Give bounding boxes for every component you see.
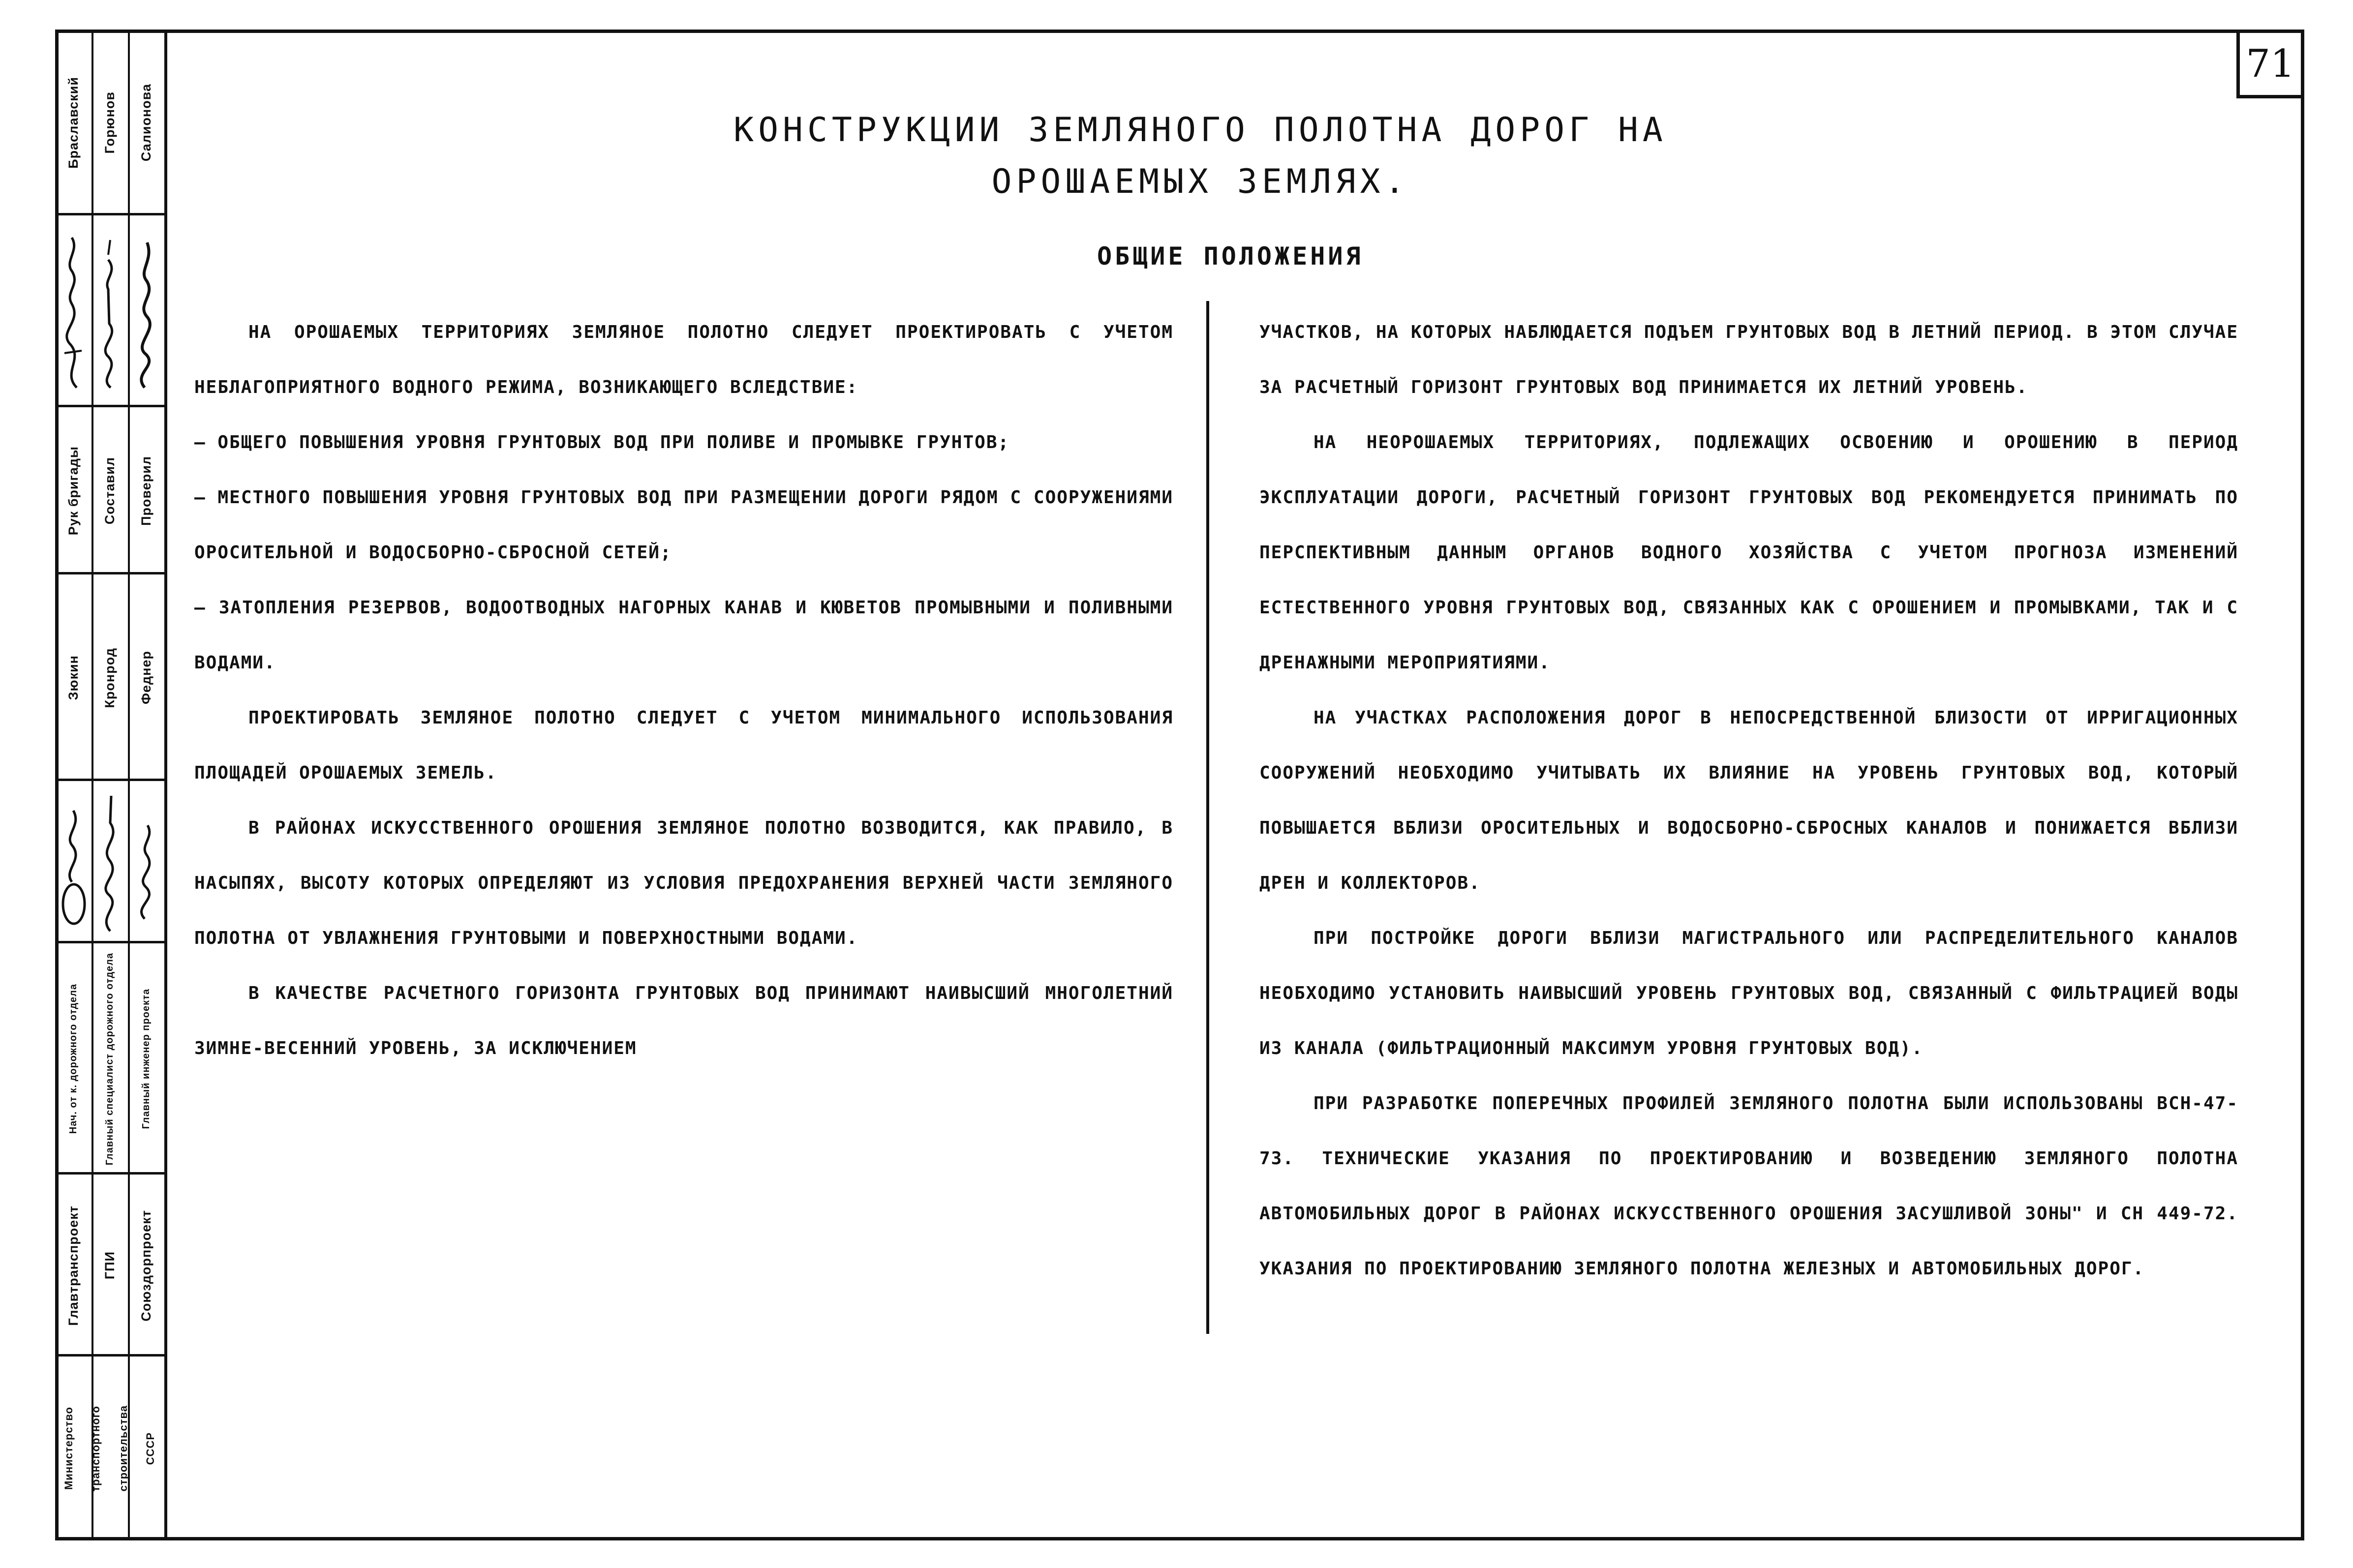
- column-divider: [1206, 301, 1209, 1334]
- name-kronrod: Кронрод: [102, 647, 117, 708]
- left-paragraph-1: НА ОРОШАЕМЫХ ТЕРРИТОРИЯХ ЗЕМЛЯНОЕ ПОЛОТНО СЛЕДУЕТ ПРОЕКТИРОВАТЬ С УЧЕТОМ НЕБЛАГОПРИЯТНОГО ВОДНОГО РЕЖИМА, ВОЗНИКАЮЩЕГО ВСЛЕДСТВИЕ:: [194, 322, 1173, 397]
- signature-goryunov: [92, 215, 128, 407]
- left-paragraph-7: В КАЧЕСТВЕ РАСЧЕТНОГО ГОРИЗОНТА ГРУНТОВЫХ ВОД ПРИНИМАЮТ НАИВЫСШИЙ МНОГОЛЕТНИЙ ЗИМНЕ-ВЕСЕННИЙ УРОВЕНЬ, ЗА ИСКЛЮЧЕНИЕМ: [194, 983, 1173, 1058]
- org-soyuzdorproekt: Союздорпроект: [138, 1209, 153, 1322]
- org-gpi: ГПИ: [102, 1251, 117, 1280]
- position-dept-head: Нач. от к. дорожного отдела: [67, 984, 79, 1134]
- title-block-signatures-row: [55, 215, 164, 407]
- org-glavtransproekt: Главтранспроект: [65, 1205, 81, 1326]
- right-paragraph-1: УЧАСТКОВ, НА КОТОРЫХ НАБЛЮДАЕТСЯ ПОДЪЕМ ГРУНТОВЫХ ВОД В ЛЕТНИЙ ПЕРИОД. В ЭТОМ СЛУЧАЕ ЗА РАСЧЕТНЫЙ ГОРИЗОНТ ГРУНТОВЫХ ВОД ПРИНИМАЕТСЯ ИХ ЛЕТНИЙ УРОВЕНЬ.: [1259, 322, 2238, 397]
- signature-kronrod: [92, 781, 128, 943]
- signature-salionova: [128, 215, 164, 407]
- page-number: 71: [2236, 30, 2304, 98]
- left-paragraph-4: — ЗАТОПЛЕНИЯ РЕЗЕРВОВ, ВОДООТВОДНЫХ НАГОРНЫХ КАНАВ И КЮВЕТОВ ПРОМЫВНЫМИ И ПОЛИВНЫМИ ВОДАМИ.: [194, 598, 1173, 673]
- signature-fedner: [128, 781, 164, 943]
- name-braslavsky: Браславский: [65, 76, 81, 169]
- document-title-line-2: ОРОШАЕМЫХ ЗЕМЛЯХ.: [991, 162, 1409, 201]
- position-chief-engineer: Главный инженер проекта: [140, 989, 152, 1129]
- title-block-chief-signatures-row: [55, 781, 164, 943]
- name-zyukin: Зюкин: [65, 655, 81, 700]
- title-block-chiefs-row: [55, 574, 164, 781]
- document-title-line-1: КОНСТРУКЦИИ ЗЕМЛЯНОГО ПОЛОТНА ДОРОГ НА: [733, 111, 1667, 150]
- title-block-organization-row: [55, 1175, 164, 1357]
- left-paragraph-6: В РАЙОНАХ ИСКУССТВЕННОГО ОРОШЕНИЯ ЗЕМЛЯНОЕ ПОЛОТНО ВОЗВОДИТСЯ, КАК ПРАВИЛО, В НАСЫПЯХ, ВЫСОТУ КОТОРЫХ ОПРЕДЕЛЯЮТ ИЗ УСЛОВИЯ ПРЕДОХРАНЕНИЯ ВЕРХНЕЙ ЧАСТИ ЗЕМЛЯНОГО ПОЛОТНА ОТ УВЛАЖНЕНИЯ ГРУНТОВЫМИ И ПОВЕРХНОСТНЫМИ ВОДАМИ.: [194, 818, 1173, 948]
- name-goryunov: Горюнов: [102, 91, 117, 154]
- role-checked: Проверил: [138, 456, 153, 526]
- left-paragraph-5: ПРОЕКТИРОВАТЬ ЗЕМЛЯНОЕ ПОЛОТНО СЛЕДУЕТ С УЧЕТОМ МИНИМАЛЬНОГО ИСПОЛЬЗОВАНИЯ ПЛОЩАДЕЙ ОРОШАЕМЫХ ЗЕМЕЛЬ.: [194, 708, 1173, 783]
- ministry-line-1: Министерство: [62, 1407, 75, 1490]
- ministry-line-3: строительства: [117, 1405, 129, 1492]
- role-team-lead: Рук бригады: [65, 446, 81, 536]
- left-paragraph-2: — ОБЩЕГО ПОВЫШЕНИЯ УРОВНЯ ГРУНТОВЫХ ВОД ПРИ ПОЛИВЕ И ПРОМЫВКЕ ГРУНТОВ;: [194, 432, 1010, 452]
- right-paragraph-5: ПРИ РАЗРАБОТКЕ ПОПЕРЕЧНЫХ ПРОФИЛЕЙ ЗЕМЛЯНОГО ПОЛОТНА БЫЛИ ИСПОЛЬЗОВАНЫ ВСН-47-73. ТЕХНИЧЕСКИЕ УКАЗАНИЯ ПО ПРОЕКТИРОВАНИЮ И ВОЗВЕДЕНИЮ ЗЕМЛЯНОГО ПОЛОТНА АВТОМОБИЛЬНЫХ ДОРОГ В РАЙОНАХ ИСКУССТВЕННОГО ОРОШЕНИЯ ЗАСУШЛИВОЙ ЗОНЫ" И СН 449-72. УКАЗАНИЯ ПО ПРОЕКТИРОВАНИЮ ЗЕМЛЯНОГО ПОЛОТНА ЖЕЛЕЗНЫХ И АВТОМОБИЛЬНЫХ ДОРОГ.: [1259, 1093, 2238, 1279]
- name-salionova: Салионова: [138, 83, 153, 162]
- title-block-ministry-row: [55, 1357, 164, 1540]
- title-block-names-row: [55, 30, 164, 215]
- signature-zyukin: [55, 781, 92, 943]
- right-column: [1259, 305, 2238, 1297]
- right-paragraph-3: НА УЧАСТКАХ РАСПОЛОЖЕНИЯ ДОРОГ В НЕПОСРЕДСТВЕННОЙ БЛИЗОСТИ ОТ ИРРИГАЦИОННЫХ СООРУЖЕНИЙ НЕОБХОДИМО УЧИТЫВАТЬ ИХ ВЛИЯНИЕ НА УРОВЕНЬ ГРУНТОВЫХ ВОД, КОТОРЫЙ ПОВЫШАЕТСЯ ВБЛИЗИ ОРОСИТЕЛЬНЫХ И ВОДОСБОРНО-СБРОСНЫХ КАНАЛОВ И ПОНИЖАЕТСЯ ВБЛИЗИ ДРЕН И КОЛЛЕКТОРОВ.: [1259, 708, 2238, 893]
- right-paragraph-4: ПРИ ПОСТРОЙКЕ ДОРОГИ ВБЛИЗИ МАГИСТРАЛЬНОГО ИЛИ РАСПРЕДЕЛИТЕЛЬНОГО КАНАЛОВ НЕОБХОДИМО УСТАНОВИТЬ НАИВЫСШИЙ УРОВЕНЬ ГРУНТОВЫХ ВОД, СВЯЗАННЫЙ С ФИЛЬТРАЦИЕЙ ВОДЫ ИЗ КАНАЛА (ФИЛЬТРАЦИОННЫЙ МАКСИМУМ УРОВНЯ ГРУНТОВЫХ ВОД).: [1259, 928, 2238, 1058]
- title-block: [55, 30, 167, 1540]
- left-column: [194, 305, 1173, 1076]
- name-fedner: Феднер: [138, 651, 153, 705]
- role-compiled: Составил: [102, 457, 117, 525]
- ministry-line-2: транспортного: [90, 1405, 102, 1492]
- signature-braslavsky: [55, 215, 92, 407]
- position-chief-specialist: Главный специалист дорожного отдела: [104, 952, 115, 1166]
- left-paragraph-3: — МЕСТНОГО ПОВЫШЕНИЯ УРОВНЯ ГРУНТОВЫХ ВОД ПРИ РАЗМЕЩЕНИИ ДОРОГИ РЯДОМ С СООРУЖЕНИЯМИ ОРОСИТЕЛЬНОЙ И ВОДОСБОРНО-СБРОСНОЙ СЕТЕЙ;: [194, 487, 1173, 563]
- section-title: ОБЩИЕ ПОЛОЖЕНИЯ: [1097, 242, 1364, 271]
- title-block-roles-row: [55, 407, 164, 574]
- right-paragraph-2: НА НЕОРОШАЕМЫХ ТЕРРИТОРИЯХ, ПОДЛЕЖАЩИХ ОСВОЕНИЮ И ОРОШЕНИЮ В ПЕРИОД ЭКСПЛУАТАЦИИ ДОРОГИ, РАСЧЕТНЫЙ ГОРИЗОНТ ГРУНТОВЫХ ВОД РЕКОМЕНДУЕТСЯ ПРИНИМАТЬ ПО ПЕРСПЕКТИВНЫМ ДАННЫМ ОРГАНОВ ВОДНОГО ХОЗЯЙСТВА С УЧЕТОМ ПРОГНОЗА ИЗМЕНЕНИЙ ЕСТЕСТВЕННОГО УРОВНЯ ГРУНТОВЫХ ВОД, СВЯЗАННЫХ КАК С ОРОШЕНИЕМ И ПРОМЫВКАМИ, ТАК И С ДРЕНАЖНЫМИ МЕРОПРИЯТИЯМИ.: [1259, 432, 2238, 673]
- title-block-positions-row: [55, 943, 164, 1175]
- ministry-line-4: СССР: [144, 1432, 157, 1465]
